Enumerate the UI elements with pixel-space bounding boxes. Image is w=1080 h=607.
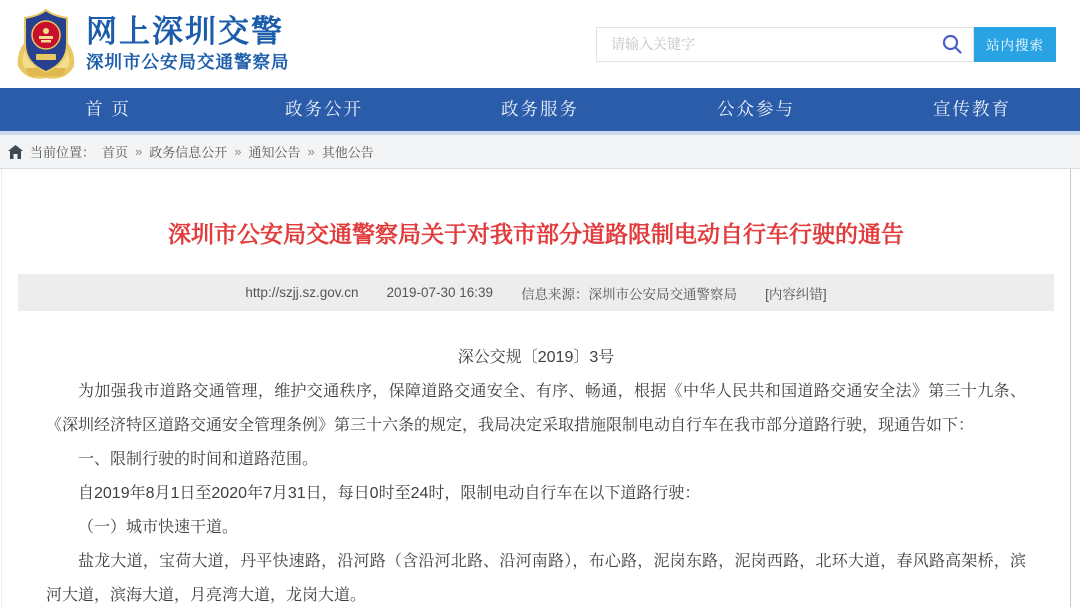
document-number: 深公交规〔2019〕3号 [457, 349, 615, 366]
nav-item-gov-disclosure[interactable]: 政务公开 [285, 99, 363, 119]
breadcrumb-item-notices[interactable]: 通知公告 [248, 145, 301, 160]
nav-item-home[interactable]: 首 页 [85, 99, 131, 119]
article-paragraph: 一、限制行驶的时间和道路范围。 [78, 451, 319, 468]
article-source: 信息来源：深圳市公安局交通警察局 [521, 286, 738, 302]
site-logo [14, 8, 290, 80]
article-meta-bar [18, 274, 1054, 311]
site-title: 网上深圳交警 [86, 14, 284, 49]
article-body [2, 341, 1070, 607]
nav-item-publicity-education[interactable]: 宣传教育 [933, 99, 1011, 119]
article-title: 深圳市公安局交通警察局关于对我市部分道路限制电动自行车行驶的通告 [168, 221, 904, 247]
article-datetime: 2019-07-30 16:39 [386, 285, 494, 300]
breadcrumb-item-info-disclosure[interactable]: 政务信息公开 [149, 145, 228, 160]
home-icon [8, 145, 23, 159]
search-box [596, 27, 974, 62]
breadcrumb-prefix: 当前位置： [30, 145, 96, 160]
main-nav [0, 88, 1080, 135]
breadcrumb-item-other-notices[interactable]: 其他公告 [321, 145, 374, 160]
breadcrumb-separator: » [135, 144, 143, 159]
site-header [0, 0, 1080, 88]
search-icon[interactable] [941, 33, 963, 55]
article-panel [1, 169, 1071, 607]
breadcrumb-separator: » [234, 144, 242, 159]
article-paragraph: 盐龙大道，宝荷大道，丹平快速路，沿河路（含沿河北路、沿河南路），布心路，泥岗东路，泥岗西路，北环大道，春风路高架桥，滨河大道，滨海大道，月亮湾大道，龙岗大道。 [46, 553, 1026, 604]
site-search-button[interactable]: 站内搜索 [974, 27, 1056, 62]
nav-item-gov-services[interactable]: 政务服务 [501, 99, 579, 119]
article-url: http://szjj.sz.gov.cn [245, 285, 359, 300]
article-paragraph: （一）城市快速干道。 [78, 519, 239, 536]
breadcrumb [0, 135, 1080, 169]
site-name-block [86, 14, 290, 74]
site-search [596, 27, 1056, 62]
nav-item-public-participation[interactable]: 公众参与 [717, 99, 795, 119]
breadcrumb-item-home[interactable]: 首页 [102, 145, 129, 160]
article-paragraph: 为加强我市道路交通管理，维护交通秩序，保障道路交通安全、有序、畅通，根据《中华人民共和国道路交通安全法》第三十九条、《深圳经济特区道路交通安全管理条例》第三十六条的规定，我局决定采取措施限制电动自行车在我市部分道路行驶，现通告如下： [46, 383, 1026, 434]
breadcrumb-separator: » [307, 144, 315, 159]
police-badge-icon [14, 8, 78, 80]
article-paragraph: 自2019年8月1日至2020年7月31日，每日0时至24时，限制电动自行车在以下道路行驶： [78, 485, 701, 502]
search-input[interactable] [597, 28, 973, 61]
site-subtitle: 深圳市公安局交通警察局 [86, 52, 290, 72]
content-correction-link[interactable]: [内容纠错] [765, 286, 827, 302]
